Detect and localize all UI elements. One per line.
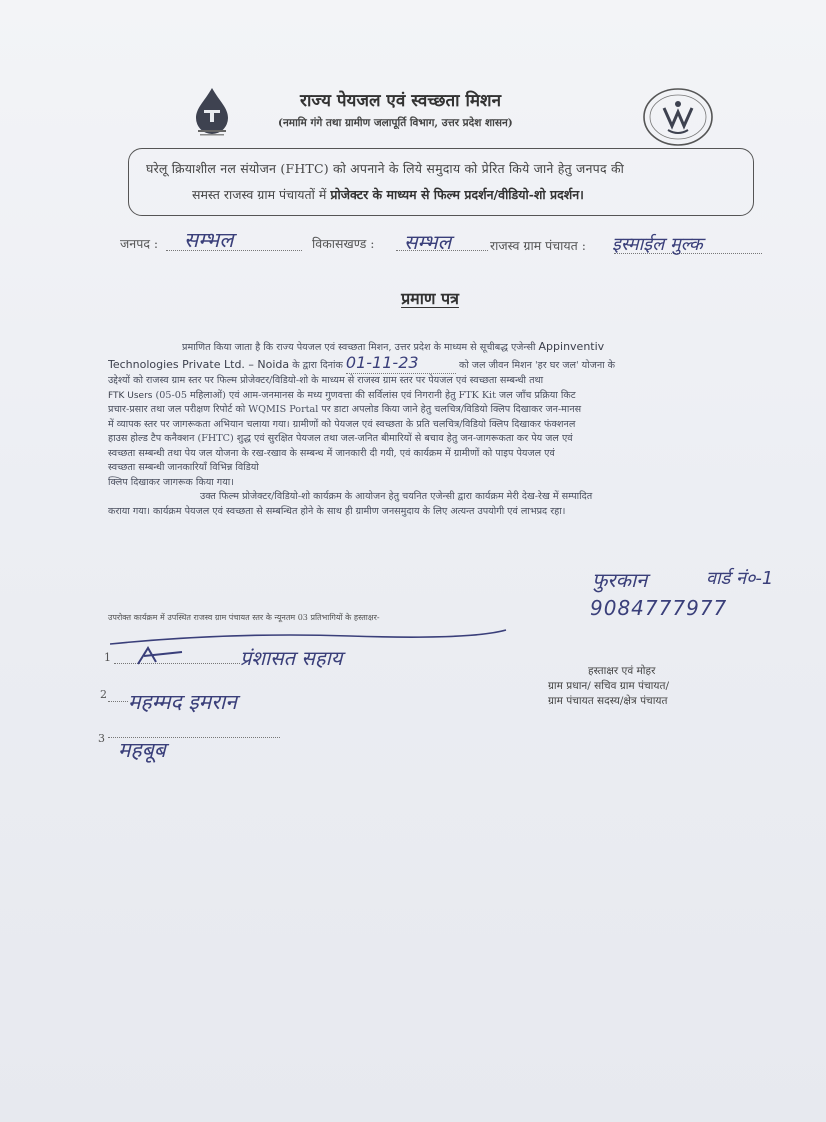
up-government-seal xyxy=(640,86,716,148)
body-line: क्लिप दिखाकर जागरूक किया गया। xyxy=(108,476,234,488)
certificate-body xyxy=(108,340,760,519)
participant-3-signature: महबूब xyxy=(118,738,166,762)
body-text-4: (05-05 महिलाओं) एवं आम-जनमानस के मध्य गुणवत्ता की सर्विलांस एवं निगरानी हेतु FTK Kit जल जाँच प्रक्रिया किट xyxy=(155,389,576,401)
body-line: स्वच्छता सम्बन्धी जानकारियाँ विभिन्न विडियो xyxy=(108,462,259,473)
body-line: में व्यापक स्तर पर जागरूकता अभियान चलाया गया। ग्रामीणों को पेयजल एवं स्वच्छता के प्रति चलचित्र/विडियो क्लिप दिखाकर फंक्शनल xyxy=(108,418,576,430)
participant-1-signature: प्रंशासत सहाय xyxy=(240,646,343,670)
body-line xyxy=(108,389,760,404)
certificate-title: प्रमाण पत्र xyxy=(401,289,459,308)
participants-note: उपरोक्त कार्यक्रम में उपस्थित राजस्व ग्राम पंचायत स्तर के न्यूनतम 03 प्रतिभागियों के हस्ताक्षर- xyxy=(108,613,380,622)
handwritten-ward: वार्ड नं०-1 xyxy=(706,568,774,589)
date-field xyxy=(346,356,456,375)
block-label: विकासखण्ड : xyxy=(312,236,375,251)
participant-number-2: 2 xyxy=(100,688,107,701)
agency-name-2: Technologies Private Ltd. – Noida xyxy=(108,357,290,371)
district-value: सम्भल xyxy=(184,228,234,252)
body-line: हाउस होल्ड टैप कनैक्शन (FHTC) शुद्ध एवं सुरक्षित पेयजल तथा जल-जनित बीमारियों से बचाव हेतु जन-जागरूकता कर पेय जल एवं xyxy=(108,433,573,444)
banner-line-1: घरेलू क्रियाशील नल संयोजन (FHTC) को अपनाने के लिये समुदाय को प्रेरित किये जाने हेतु जनपद की xyxy=(146,161,625,176)
header-subtitle: (नमामि गंगे तथा ग्रामीण जलापूर्ति विभाग, उत्तर प्रदेश शासन) xyxy=(278,117,513,129)
participant-number-3: 3 xyxy=(98,732,105,745)
body-line xyxy=(108,340,760,356)
body-text-2b: को जल जीवन मिशन 'हर घर जल' योजना के xyxy=(458,359,616,371)
participant-number-1: 1 xyxy=(104,651,111,664)
body-line xyxy=(108,356,760,375)
banner-line-2 xyxy=(192,186,732,203)
body-text-2: के द्वारा दिनांक xyxy=(292,359,343,371)
ftk-users-label: FTK Users xyxy=(108,390,153,401)
signature-role-1: ग्राम प्रधान/ सचिव ग्राम पंचायत/ xyxy=(548,680,669,692)
panchayat-label: राजस्व ग्राम पंचायत : xyxy=(490,238,586,253)
handwritten-phone: 9084777977 xyxy=(590,596,728,620)
panchayat-value: इस्माईल मुल्क xyxy=(612,234,703,255)
district-label: जनपद : xyxy=(120,236,159,251)
banner-line-2-text: समस्त राजस्व ग्राम पंचायतों में xyxy=(192,187,331,202)
signature-heading: हस्ताक्षर एवं मोहर xyxy=(588,665,656,677)
header-title: राज्य पेयजल एवं स्वच्छता मिशन xyxy=(300,91,502,111)
handwritten-name: फुरकान xyxy=(592,568,648,592)
agency-name-1: Appinventiv xyxy=(538,340,605,353)
water-drop-logo xyxy=(188,86,236,138)
date-value: 01-11-23 xyxy=(345,355,419,372)
signature-role-2: ग्राम पंचायत सदस्य/क्षेत्र पंचायत xyxy=(548,695,668,707)
body-line: प्रचार-प्रसार तथा जल परीक्षण रिपोर्ट को WQMIS Portal पर डाटा अपलोड किया जाने हेतु चलचित्र/विडियो क्लिप दिखाकर जन-मानस xyxy=(108,404,582,415)
body-line: स्वच्छता सम्बन्धी तथा पेय जल योजना के रख-रखाव के सम्बन्ध में जानकारी दी गयी, एवं कार्यक्रम में ग्रामीणों को पाइप पेयजल एवं xyxy=(108,447,555,459)
program-banner xyxy=(128,148,754,216)
body-line: कराया गया। कार्यक्रम पेयजल एवं स्वच्छता से सम्बन्धित होने के साथ ही ग्रामीण जनसमुदाय के लिए अत्यन्त उपयोगी एवं लाभप्रद रहा। xyxy=(108,505,566,517)
body-line: उक्त फिल्म प्रोजेक्टर/विडियो-शो कार्यक्रम के आयोजन हेतु चयनित एजेन्सी द्वारा कार्यक्रम मेरी देख-रेख में सम्पादित xyxy=(200,491,593,502)
body-line: उद्देश्यों को राजस्व ग्राम स्तर पर फिल्म प्रोजेक्टर/विडियो-शो के माध्यम से राजस्व ग्राम स्तर पर पेयजल एवं स्वच्छता सम्बन्धी तथा xyxy=(108,375,544,386)
banner-line-2-bold: प्रोजेक्टर के माध्यम से फिल्म प्रदर्शन/वीडियो-शो प्रदर्शन। xyxy=(330,187,584,202)
signature-block xyxy=(548,664,748,709)
participant-line-2 xyxy=(108,700,128,702)
participant-1-mark xyxy=(134,644,194,668)
body-text-1: प्रमाणित किया जाता है कि राज्य पेयजल एवं स्वच्छता मिशन, उत्तर प्रदेश के माध्यम से सूचीबद्ध एजेन्सी xyxy=(182,342,536,353)
participant-2-signature: महम्मद इमरान xyxy=(128,690,237,714)
block-value: सम्भल xyxy=(404,230,452,254)
